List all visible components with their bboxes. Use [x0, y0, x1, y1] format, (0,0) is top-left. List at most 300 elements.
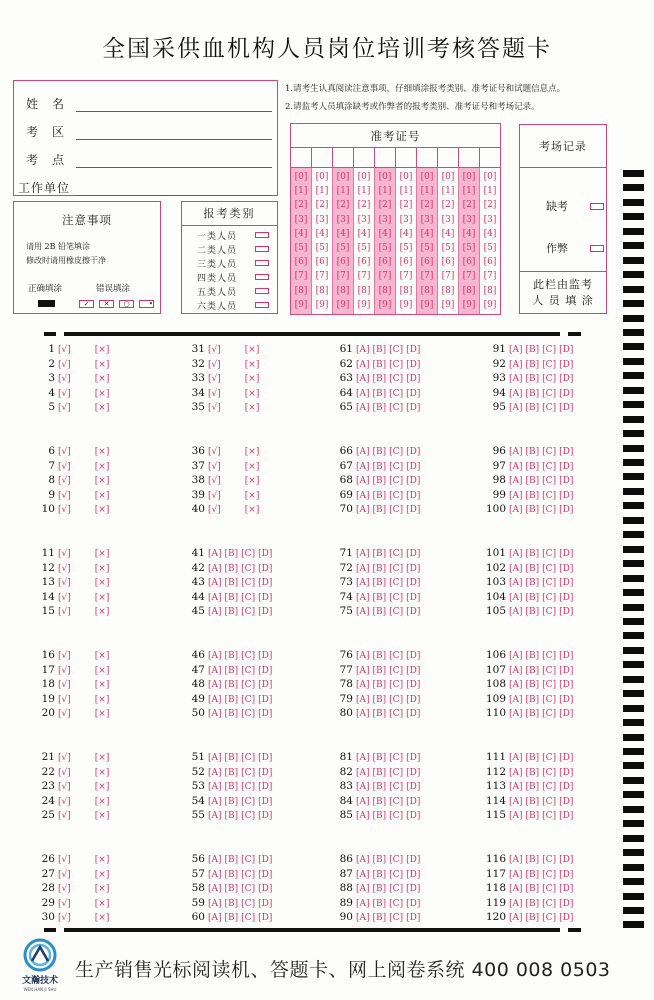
false-bubble[interactable]: [×] — [94, 796, 110, 807]
false-bubble[interactable]: [×] — [94, 563, 110, 574]
ticket-digit-bubble[interactable]: [3] — [357, 214, 371, 225]
option-a-bubble[interactable]: [A] — [356, 869, 370, 880]
ticket-digit-box[interactable] — [333, 148, 354, 167]
ticket-digit-bubble[interactable]: [8] — [315, 285, 329, 296]
option-b-bubble[interactable]: [B] — [525, 403, 540, 414]
option-b-bubble[interactable]: [B] — [525, 388, 540, 399]
false-bubble[interactable]: [×] — [244, 461, 260, 472]
option-c-bubble[interactable]: [C] — [241, 811, 256, 822]
option-d-bubble[interactable]: [D] — [406, 388, 421, 399]
option-c-bubble[interactable]: [C] — [542, 709, 557, 720]
option-d-bubble[interactable]: [D] — [559, 461, 574, 472]
option-c-bubble[interactable]: [C] — [389, 680, 404, 691]
category-bubble-3[interactable] — [255, 260, 269, 266]
false-bubble[interactable]: [×] — [244, 403, 260, 414]
ticket-digit-bubble[interactable]: [7] — [483, 271, 497, 282]
option-d-bubble[interactable]: [D] — [406, 898, 421, 909]
option-b-bubble[interactable]: [B] — [224, 651, 239, 661]
option-a-bubble[interactable]: [A] — [356, 607, 370, 618]
ticket-digit-bubble[interactable]: [6] — [483, 257, 497, 268]
option-d-bubble[interactable]: [D] — [559, 767, 574, 778]
false-bubble[interactable]: [×] — [94, 403, 110, 414]
option-d-bubble[interactable]: [D] — [406, 374, 421, 385]
option-d-bubble[interactable]: [D] — [559, 869, 574, 880]
option-c-bubble[interactable]: [C] — [542, 651, 557, 661]
option-c-bubble[interactable]: [C] — [241, 578, 256, 589]
option-d-bubble[interactable]: [D] — [258, 607, 273, 618]
option-c-bubble[interactable]: [C] — [542, 461, 557, 472]
true-bubble[interactable]: [√] — [58, 345, 71, 355]
option-b-bubble[interactable]: [B] — [372, 898, 387, 909]
ticket-digit-bubble[interactable]: [4] — [336, 228, 350, 239]
ticket-digit-bubble[interactable]: [3] — [336, 214, 350, 225]
option-a-bubble[interactable]: [A] — [509, 592, 523, 603]
false-bubble[interactable]: [×] — [94, 461, 110, 472]
option-a-bubble[interactable]: [A] — [509, 563, 523, 574]
option-b-bubble[interactable]: [B] — [372, 709, 387, 720]
option-b-bubble[interactable]: [B] — [224, 592, 239, 603]
option-a-bubble[interactable]: [A] — [356, 651, 370, 661]
option-a-bubble[interactable]: [A] — [509, 709, 523, 720]
option-a-bubble[interactable]: [A] — [356, 549, 370, 559]
false-bubble[interactable]: [×] — [94, 767, 110, 778]
option-c-bubble[interactable]: [C] — [241, 898, 256, 909]
option-a-bubble[interactable]: [A] — [356, 490, 370, 501]
ticket-digit-bubble[interactable]: [1] — [462, 186, 476, 197]
true-bubble[interactable]: [√] — [58, 767, 71, 778]
ticket-digit-bubble[interactable]: [5] — [378, 243, 392, 254]
option-d-bubble[interactable]: [D] — [406, 563, 421, 574]
option-d-bubble[interactable]: [D] — [559, 709, 574, 720]
option-a-bubble[interactable]: [A] — [208, 753, 222, 763]
true-bubble[interactable]: [√] — [58, 913, 71, 924]
option-d-bubble[interactable]: [D] — [406, 607, 421, 618]
option-d-bubble[interactable]: [D] — [406, 578, 421, 589]
true-bubble[interactable]: [√] — [208, 359, 221, 370]
false-bubble[interactable]: [×] — [94, 345, 110, 355]
option-b-bubble[interactable]: [B] — [372, 680, 387, 691]
option-a-bubble[interactable]: [A] — [356, 374, 370, 385]
option-b-bubble[interactable]: [B] — [525, 855, 540, 865]
option-a-bubble[interactable]: [A] — [509, 796, 523, 807]
option-b-bubble[interactable]: [B] — [525, 884, 540, 895]
option-b-bubble[interactable]: [B] — [525, 447, 540, 457]
false-bubble[interactable]: [×] — [94, 694, 110, 705]
ticket-digit-bubble[interactable]: [7] — [315, 271, 329, 282]
option-c-bubble[interactable]: [C] — [389, 447, 404, 457]
option-b-bubble[interactable]: [B] — [224, 913, 239, 924]
option-c-bubble[interactable]: [C] — [389, 578, 404, 589]
true-bubble[interactable]: [√] — [208, 476, 221, 487]
ticket-digit-bubble[interactable]: [2] — [336, 200, 350, 211]
option-c-bubble[interactable]: [C] — [241, 869, 256, 880]
option-a-bubble[interactable]: [A] — [509, 578, 523, 589]
true-bubble[interactable]: [√] — [58, 898, 71, 909]
option-c-bubble[interactable]: [C] — [389, 753, 404, 763]
true-bubble[interactable]: [√] — [58, 388, 71, 399]
category-bubble-5[interactable] — [255, 288, 269, 294]
option-b-bubble[interactable]: [B] — [525, 490, 540, 501]
option-d-bubble[interactable]: [D] — [406, 782, 421, 793]
option-b-bubble[interactable]: [B] — [224, 884, 239, 895]
option-d-bubble[interactable]: [D] — [258, 782, 273, 793]
ticket-digit-bubble[interactable]: [7] — [378, 271, 392, 282]
option-c-bubble[interactable]: [C] — [542, 345, 557, 355]
option-c-bubble[interactable]: [C] — [241, 709, 256, 720]
option-a-bubble[interactable]: [A] — [509, 680, 523, 691]
category-bubble-6[interactable] — [255, 302, 269, 308]
option-d-bubble[interactable]: [D] — [258, 811, 273, 822]
true-bubble[interactable]: [√] — [208, 345, 221, 355]
option-b-bubble[interactable]: [B] — [372, 884, 387, 895]
option-a-bubble[interactable]: [A] — [509, 607, 523, 618]
ticket-digit-bubble[interactable]: [5] — [399, 243, 413, 254]
ticket-digit-bubble[interactable]: [8] — [378, 285, 392, 296]
option-a-bubble[interactable]: [A] — [509, 855, 523, 865]
option-b-bubble[interactable]: [B] — [525, 374, 540, 385]
ticket-digit-bubble[interactable]: [6] — [315, 257, 329, 268]
ticket-digit-bubble[interactable]: [7] — [294, 271, 308, 282]
option-a-bubble[interactable]: [A] — [356, 665, 370, 676]
option-d-bubble[interactable]: [D] — [406, 461, 421, 472]
ticket-digit-bubble[interactable]: [5] — [441, 243, 455, 254]
true-bubble[interactable]: [√] — [58, 490, 71, 501]
ticket-digit-bubble[interactable]: [8] — [462, 285, 476, 296]
option-b-bubble[interactable]: [B] — [372, 578, 387, 589]
option-c-bubble[interactable]: [C] — [542, 549, 557, 559]
ticket-digit-bubble[interactable]: [1] — [294, 186, 308, 197]
option-d-bubble[interactable]: [D] — [406, 505, 421, 516]
option-a-bubble[interactable]: [A] — [356, 447, 370, 457]
option-d-bubble[interactable]: [D] — [406, 447, 421, 457]
true-bubble[interactable]: [√] — [58, 884, 71, 895]
option-b-bubble[interactable]: [B] — [224, 898, 239, 909]
false-bubble[interactable]: [×] — [244, 505, 260, 516]
option-c-bubble[interactable]: [C] — [389, 709, 404, 720]
option-d-bubble[interactable]: [D] — [406, 884, 421, 895]
ticket-digit-bubble[interactable]: [3] — [420, 214, 434, 225]
false-bubble[interactable]: [×] — [94, 447, 110, 457]
option-b-bubble[interactable]: [B] — [372, 869, 387, 880]
option-d-bubble[interactable]: [D] — [258, 869, 273, 880]
option-a-bubble[interactable]: [A] — [356, 884, 370, 895]
true-bubble[interactable]: [√] — [58, 607, 71, 618]
option-a-bubble[interactable]: [A] — [208, 563, 222, 574]
option-d-bubble[interactable]: [D] — [559, 388, 574, 399]
option-b-bubble[interactable]: [B] — [525, 592, 540, 603]
option-c-bubble[interactable]: [C] — [389, 884, 404, 895]
option-a-bubble[interactable]: [A] — [356, 680, 370, 691]
ticket-digit-bubble[interactable]: [9] — [378, 299, 392, 310]
option-c-bubble[interactable]: [C] — [542, 592, 557, 603]
true-bubble[interactable]: [√] — [58, 651, 71, 661]
option-a-bubble[interactable]: [A] — [509, 767, 523, 778]
ticket-digit-bubble[interactable]: [6] — [399, 257, 413, 268]
option-d-bubble[interactable]: [D] — [406, 855, 421, 865]
option-d-bubble[interactable]: [D] — [559, 855, 574, 865]
option-b-bubble[interactable]: [B] — [525, 753, 540, 763]
ticket-digit-bubble[interactable]: [2] — [294, 200, 308, 211]
ticket-digit-bubble[interactable]: [6] — [294, 257, 308, 268]
option-c-bubble[interactable]: [C] — [241, 884, 256, 895]
option-c-bubble[interactable]: [C] — [241, 680, 256, 691]
false-bubble[interactable]: [×] — [94, 855, 110, 865]
option-b-bubble[interactable]: [B] — [372, 359, 387, 370]
name-input-line[interactable] — [76, 111, 272, 112]
option-c-bubble[interactable]: [C] — [241, 913, 256, 924]
option-b-bubble[interactable]: [B] — [224, 607, 239, 618]
option-a-bubble[interactable]: [A] — [208, 607, 222, 618]
false-bubble[interactable]: [×] — [94, 869, 110, 880]
ticket-digit-bubble[interactable]: [4] — [399, 228, 413, 239]
option-c-bubble[interactable]: [C] — [389, 563, 404, 574]
option-b-bubble[interactable]: [B] — [525, 476, 540, 487]
option-d-bubble[interactable]: [D] — [258, 898, 273, 909]
option-c-bubble[interactable]: [C] — [389, 388, 404, 399]
option-c-bubble[interactable]: [C] — [389, 359, 404, 370]
option-d-bubble[interactable]: [D] — [559, 374, 574, 385]
option-c-bubble[interactable]: [C] — [241, 592, 256, 603]
option-a-bubble[interactable]: [A] — [509, 782, 523, 793]
option-a-bubble[interactable]: [A] — [208, 549, 222, 559]
ticket-digit-bubble[interactable]: [9] — [357, 299, 371, 310]
ticket-digit-bubble[interactable]: [2] — [483, 200, 497, 211]
option-c-bubble[interactable]: [C] — [389, 694, 404, 705]
option-d-bubble[interactable]: [D] — [258, 651, 273, 661]
option-a-bubble[interactable]: [A] — [208, 855, 222, 865]
option-d-bubble[interactable]: [D] — [559, 884, 574, 895]
ticket-digit-bubble[interactable]: [1] — [399, 186, 413, 197]
option-a-bubble[interactable]: [A] — [509, 461, 523, 472]
option-b-bubble[interactable]: [B] — [224, 694, 239, 705]
option-d-bubble[interactable]: [D] — [559, 563, 574, 574]
option-a-bubble[interactable]: [A] — [356, 476, 370, 487]
option-c-bubble[interactable]: [C] — [241, 782, 256, 793]
option-c-bubble[interactable]: [C] — [542, 898, 557, 909]
option-d-bubble[interactable]: [D] — [406, 796, 421, 807]
ticket-digit-bubble[interactable]: [8] — [420, 285, 434, 296]
option-a-bubble[interactable]: [A] — [509, 374, 523, 385]
cheat-bubble[interactable] — [590, 245, 604, 252]
ticket-digit-box[interactable] — [354, 148, 375, 167]
ticket-digit-box[interactable] — [480, 148, 500, 167]
option-c-bubble[interactable]: [C] — [542, 884, 557, 895]
option-d-bubble[interactable]: [D] — [258, 680, 273, 691]
option-b-bubble[interactable]: [B] — [224, 578, 239, 589]
true-bubble[interactable]: [√] — [58, 782, 71, 793]
ticket-digit-bubble[interactable]: [0] — [378, 172, 392, 183]
option-b-bubble[interactable]: [B] — [525, 665, 540, 676]
option-b-bubble[interactable]: [B] — [525, 578, 540, 589]
false-bubble[interactable]: [×] — [244, 447, 260, 457]
true-bubble[interactable]: [√] — [58, 753, 71, 763]
option-a-bubble[interactable]: [A] — [356, 709, 370, 720]
option-c-bubble[interactable]: [C] — [542, 753, 557, 763]
false-bubble[interactable]: [×] — [94, 388, 110, 399]
option-b-bubble[interactable]: [B] — [224, 665, 239, 676]
ticket-digit-bubble[interactable]: [5] — [483, 243, 497, 254]
option-a-bubble[interactable]: [A] — [509, 753, 523, 763]
false-bubble[interactable]: [×] — [244, 388, 260, 399]
true-bubble[interactable]: [√] — [58, 563, 71, 574]
option-a-bubble[interactable]: [A] — [208, 767, 222, 778]
option-a-bubble[interactable]: [A] — [208, 913, 222, 924]
option-c-bubble[interactable]: [C] — [542, 811, 557, 822]
option-c-bubble[interactable]: [C] — [542, 505, 557, 516]
ticket-digit-bubble[interactable]: [3] — [483, 214, 497, 225]
ticket-digit-bubble[interactable]: [3] — [399, 214, 413, 225]
false-bubble[interactable]: [×] — [94, 680, 110, 691]
option-a-bubble[interactable]: [A] — [509, 811, 523, 822]
option-a-bubble[interactable]: [A] — [208, 694, 222, 705]
option-d-bubble[interactable]: [D] — [559, 811, 574, 822]
option-c-bubble[interactable]: [C] — [389, 345, 404, 355]
option-b-bubble[interactable]: [B] — [372, 592, 387, 603]
option-d-bubble[interactable]: [D] — [406, 767, 421, 778]
option-a-bubble[interactable]: [A] — [356, 855, 370, 865]
ticket-digit-bubble[interactable]: [0] — [483, 172, 497, 183]
ticket-digit-box[interactable] — [312, 148, 333, 167]
option-d-bubble[interactable]: [D] — [258, 578, 273, 589]
option-d-bubble[interactable]: [D] — [258, 855, 273, 865]
workplace-field[interactable] — [14, 173, 279, 197]
option-c-bubble[interactable]: [C] — [389, 374, 404, 385]
option-c-bubble[interactable]: [C] — [389, 607, 404, 618]
option-a-bubble[interactable]: [A] — [208, 811, 222, 822]
ticket-digit-bubble[interactable]: [0] — [441, 172, 455, 183]
option-c-bubble[interactable]: [C] — [389, 476, 404, 487]
false-bubble[interactable]: [×] — [94, 578, 110, 589]
option-c-bubble[interactable]: [C] — [542, 665, 557, 676]
ticket-digit-bubble[interactable]: [6] — [420, 257, 434, 268]
option-d-bubble[interactable]: [D] — [559, 359, 574, 370]
ticket-digit-bubble[interactable]: [3] — [294, 214, 308, 225]
option-a-bubble[interactable]: [A] — [208, 782, 222, 793]
true-bubble[interactable]: [√] — [58, 855, 71, 865]
true-bubble[interactable]: [√] — [58, 461, 71, 472]
option-b-bubble[interactable]: [B] — [525, 869, 540, 880]
option-b-bubble[interactable]: [B] — [224, 796, 239, 807]
ticket-digit-bubble[interactable]: [6] — [378, 257, 392, 268]
option-a-bubble[interactable]: [A] — [356, 345, 370, 355]
ticket-digit-box[interactable] — [375, 148, 396, 167]
option-a-bubble[interactable]: [A] — [356, 461, 370, 472]
option-d-bubble[interactable]: [D] — [559, 753, 574, 763]
option-b-bubble[interactable]: [B] — [525, 709, 540, 720]
option-b-bubble[interactable]: [B] — [525, 461, 540, 472]
option-a-bubble[interactable]: [A] — [208, 680, 222, 691]
option-d-bubble[interactable]: [D] — [559, 607, 574, 618]
ticket-digit-bubble[interactable]: [9] — [336, 299, 350, 310]
category-bubble-4[interactable] — [255, 274, 269, 280]
option-c-bubble[interactable]: [C] — [389, 782, 404, 793]
ticket-digit-bubble[interactable]: [2] — [462, 200, 476, 211]
name-field[interactable] — [14, 89, 279, 113]
ticket-digit-bubble[interactable]: [5] — [357, 243, 371, 254]
option-d-bubble[interactable]: [D] — [406, 345, 421, 355]
ticket-digit-bubble[interactable]: [4] — [441, 228, 455, 239]
true-bubble[interactable]: [√] — [58, 796, 71, 807]
false-bubble[interactable]: [×] — [94, 913, 110, 924]
option-d-bubble[interactable]: [D] — [559, 651, 574, 661]
option-a-bubble[interactable]: [A] — [356, 563, 370, 574]
option-c-bubble[interactable]: [C] — [542, 767, 557, 778]
false-bubble[interactable]: [×] — [94, 505, 110, 516]
option-d-bubble[interactable]: [D] — [559, 447, 574, 457]
option-d-bubble[interactable]: [D] — [258, 592, 273, 603]
option-d-bubble[interactable]: [D] — [406, 592, 421, 603]
option-d-bubble[interactable]: [D] — [406, 869, 421, 880]
false-bubble[interactable]: [×] — [94, 476, 110, 487]
false-bubble[interactable]: [×] — [94, 811, 110, 822]
false-bubble[interactable]: [×] — [244, 359, 260, 370]
ticket-digit-bubble[interactable]: [8] — [399, 285, 413, 296]
true-bubble[interactable]: [√] — [208, 403, 221, 414]
ticket-digit-bubble[interactable]: [1] — [336, 186, 350, 197]
false-bubble[interactable]: [×] — [94, 651, 110, 661]
option-b-bubble[interactable]: [B] — [224, 563, 239, 574]
option-c-bubble[interactable]: [C] — [542, 855, 557, 865]
true-bubble[interactable]: [√] — [208, 447, 221, 457]
option-b-bubble[interactable]: [B] — [372, 447, 387, 457]
option-d-bubble[interactable]: [D] — [559, 592, 574, 603]
false-bubble[interactable]: [×] — [94, 709, 110, 720]
option-c-bubble[interactable]: [C] — [389, 767, 404, 778]
false-bubble[interactable]: [×] — [244, 476, 260, 487]
option-c-bubble[interactable]: [C] — [389, 855, 404, 865]
true-bubble[interactable]: [√] — [208, 490, 221, 501]
option-b-bubble[interactable]: [B] — [372, 811, 387, 822]
option-d-bubble[interactable]: [D] — [406, 753, 421, 763]
option-c-bubble[interactable]: [C] — [241, 651, 256, 661]
option-d-bubble[interactable]: [D] — [406, 403, 421, 414]
exam-site-input-line[interactable] — [76, 167, 272, 168]
option-c-bubble[interactable]: [C] — [241, 563, 256, 574]
ticket-digit-bubble[interactable]: [3] — [462, 214, 476, 225]
option-c-bubble[interactable]: [C] — [542, 388, 557, 399]
false-bubble[interactable]: [×] — [94, 592, 110, 603]
ticket-digit-bubble[interactable]: [7] — [420, 271, 434, 282]
option-b-bubble[interactable]: [B] — [372, 388, 387, 399]
false-bubble[interactable]: [×] — [94, 549, 110, 559]
option-c-bubble[interactable]: [C] — [542, 869, 557, 880]
option-d-bubble[interactable]: [D] — [559, 549, 574, 559]
option-a-bubble[interactable]: [A] — [356, 782, 370, 793]
true-bubble[interactable]: [√] — [58, 680, 71, 691]
false-bubble[interactable]: [×] — [244, 345, 260, 355]
exam-region-input-line[interactable] — [76, 139, 272, 140]
true-bubble[interactable]: [√] — [58, 811, 71, 822]
ticket-digit-bubble[interactable]: [0] — [420, 172, 434, 183]
ticket-digit-box[interactable] — [417, 148, 438, 167]
ticket-digit-bubble[interactable]: [6] — [441, 257, 455, 268]
category-bubble-2[interactable] — [255, 246, 269, 252]
ticket-digit-box[interactable] — [291, 148, 312, 167]
ticket-digit-bubble[interactable]: [0] — [336, 172, 350, 183]
option-d-bubble[interactable]: [D] — [406, 680, 421, 691]
ticket-digit-bubble[interactable]: [2] — [378, 200, 392, 211]
option-b-bubble[interactable]: [B] — [525, 607, 540, 618]
option-a-bubble[interactable]: [A] — [356, 753, 370, 763]
true-bubble[interactable]: [√] — [208, 374, 221, 385]
option-c-bubble[interactable]: [C] — [241, 694, 256, 705]
ticket-digit-bubble[interactable]: [9] — [462, 299, 476, 310]
option-b-bubble[interactable]: [B] — [525, 563, 540, 574]
option-a-bubble[interactable]: [A] — [509, 359, 523, 370]
false-bubble[interactable]: [×] — [94, 782, 110, 793]
option-c-bubble[interactable]: [C] — [542, 694, 557, 705]
option-b-bubble[interactable]: [B] — [372, 694, 387, 705]
